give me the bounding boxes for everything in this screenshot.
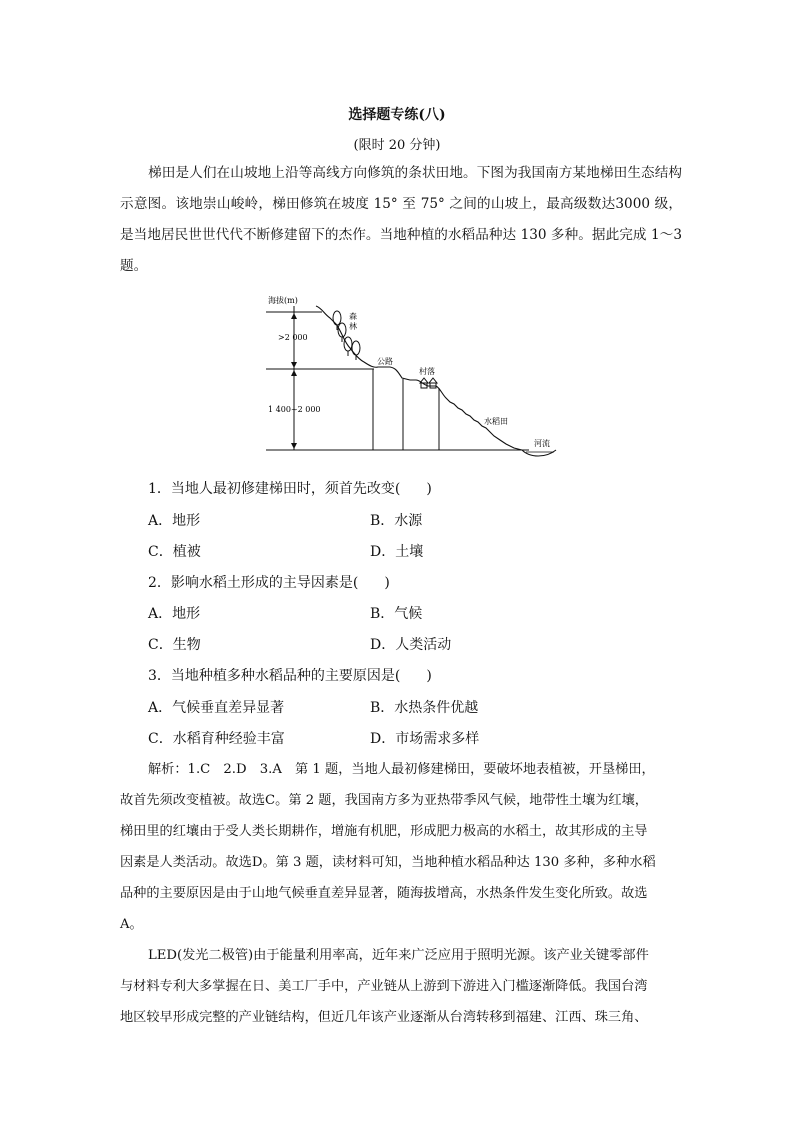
terrain-profile <box>316 306 522 450</box>
road-label: 公路 <box>377 357 393 366</box>
option-2a: A．地形 <box>148 606 201 622</box>
intro-text: 梯田是人们在山坡地上沿等高线方向修筑的条状田地。下图为我国南方某地梯田生态结构示意图。该地崇山峻岭，梯田修筑在坡度 15° 至 75° 之间的山坡上，最高级数达3000 级，是当地居民世世代代不断修建留下的杰作。当地种植的水稻品种达 130 多种。据此完成 1～3题。 <box>120 165 682 274</box>
question-1-close: ) <box>426 481 432 497</box>
option-3b: B．水热条件优越 <box>370 700 479 716</box>
terrace-profile-figure <box>264 290 564 460</box>
question-1 <box>148 478 432 498</box>
option-3a: A．气候垂直差异显著 <box>148 700 285 716</box>
intro-paragraph <box>120 158 682 282</box>
arrowhead <box>291 362 297 368</box>
tree-icon <box>352 341 360 360</box>
page-title: 选择题专练(八) <box>348 107 446 123</box>
forest-label-2: 林 <box>349 322 357 331</box>
passage-line: 与材料专利大多掌握在日、美工厂手中，产业链从上游到下游进入门槛逐渐降低。我国台湾 <box>120 979 648 994</box>
next-passage <box>120 940 682 1033</box>
question-2-close: ) <box>384 575 390 591</box>
forest-label-1: 森 <box>349 312 357 321</box>
option-2b: B．气候 <box>370 606 423 622</box>
arrowhead <box>291 313 297 319</box>
band-upper-label: >2 000 <box>278 333 308 342</box>
answer-line: 故首先须改变植被。故选C。第 2 题，我国南方多为亚热带季风气候，地带性土壤为红壤， <box>120 793 648 808</box>
answer-line: 品种的主要原因是由于山地气候垂直差异显著，随海拔增高，水热条件发生变化所致。故选 <box>120 886 648 901</box>
y-axis-label: 海拔(m) <box>268 296 298 305</box>
band-lower-label: 1 400~2 000 <box>268 405 321 414</box>
question-3-stem: 3．当地种植多种水稻品种的主要原因是( <box>148 668 401 684</box>
answer-line: A。 <box>120 917 143 932</box>
house-icon <box>420 378 428 388</box>
question-2 <box>148 572 390 592</box>
question-1-stem: 1．当地人最初修建梯田时，须首先改变( <box>148 481 401 497</box>
answer-line: 解析：1.C 2.D 3.A 第 1 题，当地人最初修建梯田，要破坏地表植被，开垦梯田， <box>148 762 655 777</box>
passage-line: 地区较早形成完整的产业链结构，但近几年该产业逐渐从台湾转移到福建、江西、珠三角、 <box>120 1010 648 1025</box>
question-3-close: ) <box>426 668 432 684</box>
answer-explanation <box>120 754 682 940</box>
question-2-stem: 2．影响水稻土形成的主导因素是( <box>148 575 359 591</box>
option-1b: B．水源 <box>370 513 423 529</box>
option-2d: D．人类活动 <box>370 637 452 653</box>
option-3d: D．市场需求多样 <box>370 731 480 747</box>
time-limit: (限时 20 分钟) <box>353 138 441 153</box>
option-1c: C．植被 <box>148 544 201 560</box>
river-shape <box>522 450 556 456</box>
passage-line: LED(发光二极管)由于能量利用率高，近年来广泛应用于照明光源。该产业关键零部件 <box>148 948 649 963</box>
question-3 <box>148 665 432 685</box>
arrowhead <box>291 370 297 376</box>
river-label: 河流 <box>534 439 550 448</box>
village-label: 村落 <box>419 367 435 376</box>
option-2c: C．生物 <box>148 637 201 653</box>
arrowhead <box>291 443 297 449</box>
option-1a: A．地形 <box>148 513 201 529</box>
paddy-label: 水稻田 <box>484 417 508 426</box>
tree-icon <box>333 311 341 330</box>
answer-line: 因素是人类活动。故选D。第 3 题，读材料可知，当地种植水稻品种达 130 多种，多种水稻 <box>120 855 656 870</box>
option-3c: C．水稻育种经验丰富 <box>148 731 285 747</box>
answer-line: 梯田里的红壤由于受人类长期耕作，增施有机肥，形成肥力极高的水稻土，故其形成的主导 <box>120 824 648 839</box>
option-1d: D．土壤 <box>370 544 424 560</box>
